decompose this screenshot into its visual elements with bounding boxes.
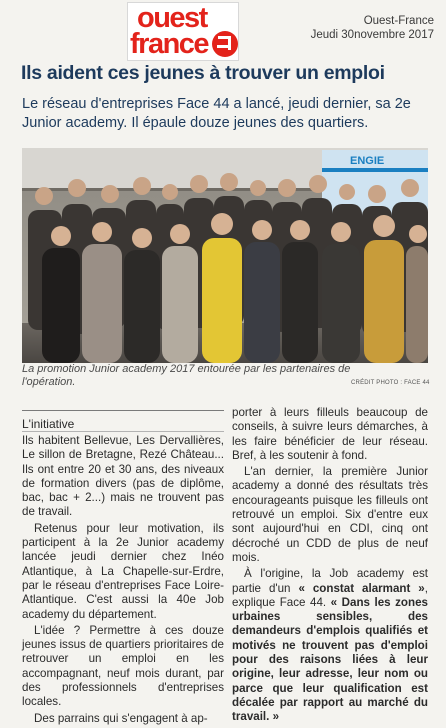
headline: Ils aident ces jeunes à trouver un emploi bbox=[21, 62, 385, 84]
paragraph: L'an dernier, la première Junior academy a donné des résultats très encourageants puisque les filleuls ont retrouvé un emploi. Six d'entre eux sont aujourd'hui en CDI, cinq ont décroché un CDD de plus de neuf mois. bbox=[232, 465, 428, 564]
section-kicker: L'initiative bbox=[22, 417, 75, 431]
logo-mark-icon bbox=[212, 31, 238, 57]
publication-name: Ouest-France bbox=[363, 15, 434, 27]
ouest-france-logo bbox=[127, 2, 239, 61]
pull-quote: « constat alarmant » bbox=[298, 581, 425, 595]
paragraph: porter à leurs filleuls beaucoup de conseils, à suivre leurs démarches, à les faire bénéficier de leur réseau. Bref, à les soutenir à fond. bbox=[232, 406, 428, 462]
engie-banner-text: ENGIE bbox=[350, 155, 385, 167]
source-block bbox=[311, 14, 434, 42]
logo-word-france: france bbox=[130, 28, 209, 60]
body-column-left bbox=[22, 434, 224, 728]
photo-credit: CRÉDIT PHOTO : FACE 44 bbox=[351, 380, 430, 386]
publication-date: Jeudi 30novembre 2017 bbox=[310, 29, 434, 41]
column-rule-left bbox=[22, 410, 224, 411]
paragraph: Retenus pour leur motivation, ils participent à la 2e Junior academy lancée jeudi dernier chez Inéo Atlantique, à La Chapelle-sur-Erdre, par le réseau d'entreprises Face Loire-Atlantique. C'est aussi la 40e Job academy du département. bbox=[22, 521, 224, 621]
standfirst: Le réseau d'entreprises Face 44 a lancé, jeudi dernier, sa 2e Junior academy. Il épaule douze jeunes des quartiers. bbox=[22, 96, 411, 131]
group-photo bbox=[22, 148, 428, 363]
body-column-right bbox=[232, 406, 428, 727]
paragraph: L'idée ? Permettre à ces douze jeunes issus de quartiers prioritaires de retrouver un emploi en les accompagnant, neuf mois durant, par des professionnels d'entreprises locales. bbox=[22, 623, 224, 709]
paragraph: Des parrains qui s'engagent à ap- bbox=[34, 711, 208, 725]
paragraph-mid: , explique Face 44. bbox=[232, 581, 428, 609]
pull-quote: « Dans les zones urbaines sensibles, des demandeurs d'emplois qualifiés et motivés ne trouvent pas d'emploi pour des raisons liées à leur origine, leur adresse, leur nom ou parce que leur qualification est décalée par rapport au marché du travail. » bbox=[232, 595, 428, 724]
logo-word-ouest: ouest bbox=[137, 2, 207, 34]
paragraph bbox=[232, 567, 428, 724]
kicker-underline bbox=[22, 431, 224, 432]
paragraph-lead: À l'origine, la Job academy est partie d'un bbox=[232, 567, 428, 595]
paragraph: Ils habitent Bellevue, Les Dervallières, Le sillon de Bretagne, Rezé Château... Ils ont entre 20 et 30 ans, des niveaux de formation divers (pas de diplôme, bac, bac + 2...) mais ne trouvent pas de travail. bbox=[22, 434, 224, 519]
group-photo-illustration bbox=[22, 148, 428, 363]
photo-caption: La promotion Junior academy 2017 entourée par les partenaires de l'opération. bbox=[22, 363, 351, 388]
